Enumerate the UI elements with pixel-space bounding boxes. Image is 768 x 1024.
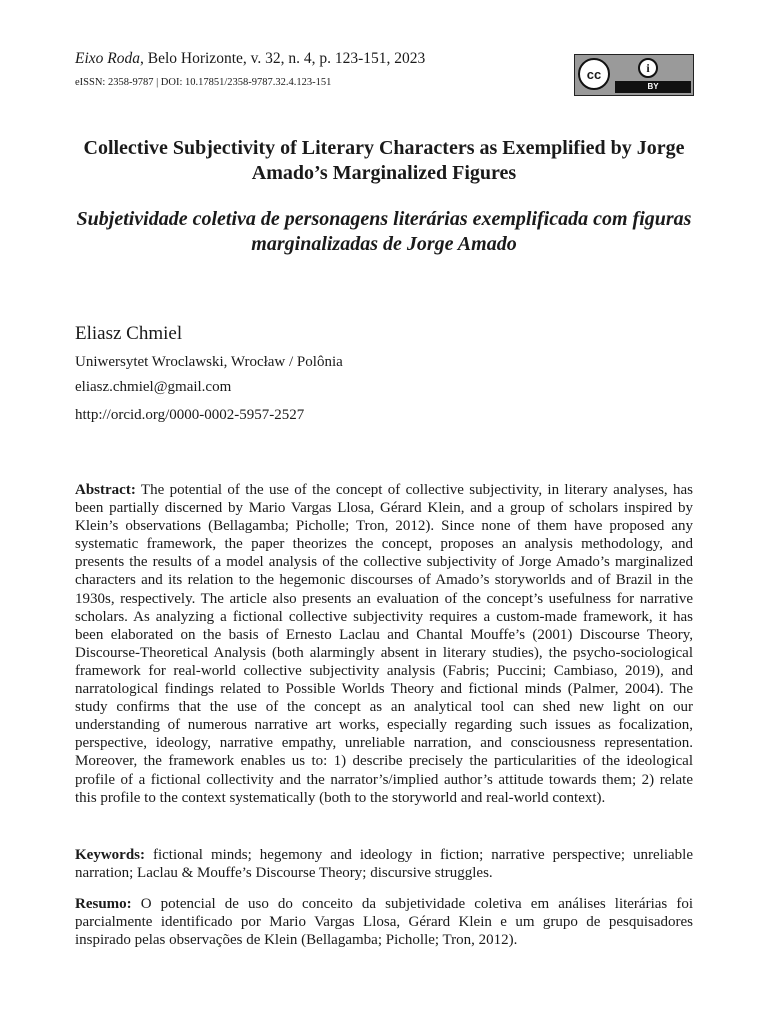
keywords xyxy=(75,846,693,882)
issn-doi: eISSN: 2358-9787 | DOI: 10.17851/2358-9787.32.4.123-151 xyxy=(75,77,332,88)
author-name: Eliasz Chmiel xyxy=(75,323,183,344)
citation-details: , Belo Horizonte, v. 32, n. 4, p. 123-151, 2023 xyxy=(140,50,426,67)
cc-by-license-badge[interactable] xyxy=(574,54,694,96)
title-portuguese: Subjetividade coletiva de personagens literárias exemplificada com figuras marginalizadas de Jorge Amado xyxy=(76,208,692,255)
author-orcid-link[interactable]: http://orcid.org/0000-0002-5957-2527 xyxy=(75,407,305,423)
author-email[interactable]: eliasz.chmiel@gmail.com xyxy=(75,379,232,395)
keywords-label: Keywords: xyxy=(75,847,145,863)
title-english: Collective Subjectivity of Literary Characters as Exemplified by Jorge Amado’s Marginalized Figures xyxy=(83,137,685,184)
attribution-icon: i xyxy=(638,58,658,78)
resumo-text: O potencial de uso do conceito da subjetividade coletiva em análises literárias foi parcialmente identificado por Mario Vargas Llosa, Gérard Klein e um grupo de pesquisadores inspirado pelas observações de Klein (Bellagamba; Picholle; Tron, 2012). xyxy=(75,896,693,949)
by-label: BY xyxy=(615,81,691,93)
author-affiliation: Uniwersytet Wroclawski, Wrocław / Polônia xyxy=(75,354,343,370)
abstract xyxy=(75,481,693,807)
resumo-label: Resumo: xyxy=(75,896,132,912)
keywords-text: fictional minds; hegemony and ideology in fiction; narrative perspective; unreliable narration; Laclau & Mouffe’s Discourse Theory; discursive struggles. xyxy=(75,847,693,882)
resumo xyxy=(75,895,693,949)
journal-name: Eixo Roda xyxy=(75,50,140,67)
cc-icon: cc xyxy=(578,58,610,90)
abstract-label: Abstract: xyxy=(75,482,136,498)
journal-citation xyxy=(75,50,425,68)
abstract-text: The potential of the use of the concept of collective subjectivity, in literary analyses, has been partially discerned by Mario Vargas Llosa, Gérard Klein, and a group of scholars inspired by Klein’s observations (Bellagamba; Picholle; Tron, 2012). Since none of them have proposed any systematic framework, the paper theorizes the concept, proposes an analysis methodology, and presents the results of a model analysis of the collective subjectivity of Jorge Amado’s marginalized characters and its relation to the hegemonic discourses of Amado’s storyworlds and of Brazil in the 1930s, respectively. The article also presents an evaluation of the concept’s usefulness for narrative scholars. As analyzing a fictional collective subjectivity requires a custom-made framework, it has been elaborated on the basis of Ernesto Laclau and Chantal Mouffe’s (2001) Discourse Theory, Discourse-Theoretical Analysis (both alarmingly absent in literary studies), the psycho-sociological framework for real-world collective subjectivity analysis (Fabris; Puccini; Cambiaso, 2019), and narratological findings related to Possible Worlds Theory and fictional minds (Palmer, 2004). The study confirms that the use of the concept as an analytical tool can shed new light on our understanding of numerous narrative art works, especially regarding such issues as focalization, perspective, ideology, narrative empathy, unreliable narration, and consciousness representation. Moreover, the framework enables us to: 1) describe precisely the particularities of the ideological profile of a fictional collectivity and the narrator’s/implied author’s attitude towards them; 2) relate this profile to the context systematically (both to the storyworld and real-world context). xyxy=(75,482,694,806)
